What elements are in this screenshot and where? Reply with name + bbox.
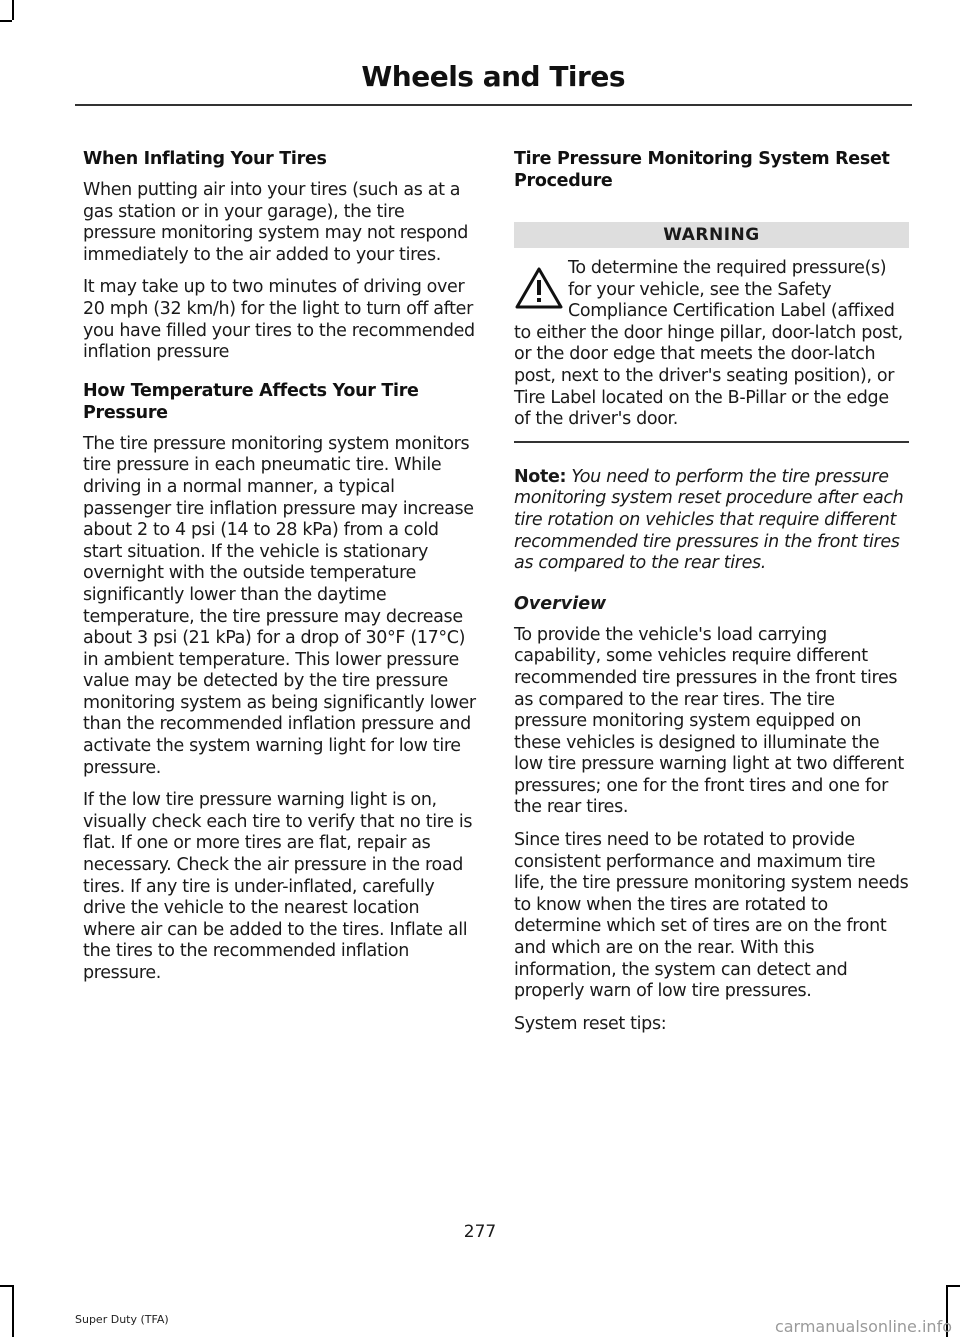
section-heading: When Inflating Your Tires [83, 149, 327, 169]
note-text: You need to perform the tire pressure monitoring system reset procedure after each tire rotation on vehicles that require different recommended tire pressures in the front tires as compared to the rear tires. [514, 466, 904, 574]
page-title: Wheels and Tires [361, 60, 625, 93]
crop-mark [0, 1285, 12, 1287]
paragraph: When putting air into your tires (such as at a gas station or in your garage), the tire pressure monitoring system may not respond immediately to the air added to your tires. [83, 180, 468, 265]
warning-box [514, 258, 909, 431]
section-heading: Tire Pressure Monitoring System Reset Procedure [514, 149, 890, 191]
watermark: carmanualsonline.info [774, 1317, 952, 1336]
crop-mark [12, 0, 14, 20]
crop-mark [948, 1285, 960, 1287]
paragraph: If the low tire pressure warning light is on, visually check each tire to verify that no tire is flat. If one or more tires are flat, repair as necessary. Check the air pressure in the road tires. If any tire is under-inflated, carefully drive the vehicle to the nearest location where air can be added to the tires. Inflate all the tires to the recommended inflation pressure. [83, 790, 473, 983]
warning-banner: WARNING [514, 222, 909, 248]
footer-model: Super Duty (TFA) [75, 1313, 169, 1326]
paragraph: To provide the vehicle's load carrying capability, some vehicles require different recommended tire pressures in the front tires as compared to the rear tires. The tire pressure monitoring system equipped on these vehicles is designed to illuminate the low tire pressure warning light at two different pressures; one for the front tires and one for the rear tires. [514, 624, 904, 818]
note [514, 467, 909, 575]
warning-text: To determine the required pressure(s) for your vehicle, see the Safety Compliance Certification Label (affixed to either the door hinge pillar, door-latch post, or the door edge that meets the door-latch post, next to the driver's seating position), or Tire Label located on the B-Pillar or the edge of the driver's door. [514, 258, 903, 430]
paragraph: It may take up to two minutes of driving over 20 mph (32 km/h) for the light to turn off after you have filled your tires to the recommended inflation pressure [83, 277, 475, 363]
right-column [514, 148, 909, 1046]
paragraph: Since tires need to be rotated to provide consistent performance and maximum tire life, the tire pressure monitoring system needs to know when the tires are rotated to determine which set of tires are on the front and which are on the rear. With this information, the system can detect and properly warn of low tire pressures. [514, 830, 909, 1002]
crop-mark [0, 20, 12, 22]
crop-mark [12, 1285, 14, 1337]
page-number: 277 [463, 1222, 497, 1242]
warning-triangle-icon [514, 266, 564, 310]
section-heading: How Temperature Affects Your Tire Pressure [83, 380, 419, 423]
header-divider [75, 104, 912, 106]
paragraph: System reset tips: [514, 1013, 667, 1034]
subsection-heading: Overview [514, 593, 607, 614]
note-label: Note: [514, 466, 567, 487]
paragraph: The tire pressure monitoring system monitors tire pressure in each pneumatic tire. While driving in a normal manner, a typical passenger tire inflation pressure may increase about 2 to 4 psi (14 to 28 kPa) from a cold start situation. If the vehicle is stationary overnight with the outside temperature significantly lower than the daytime temperature, the tire pressure may decrease about 3 psi (21 kPa) for a drop of 30°F (17°C) in ambient temperature. This lower pressure value may be detected by the tire pressure monitoring system as being significantly lower than the recommended inflation pressure and activate the system warning light for low tire pressure. [83, 433, 476, 778]
warning-divider [514, 441, 909, 443]
left-column [83, 148, 476, 996]
